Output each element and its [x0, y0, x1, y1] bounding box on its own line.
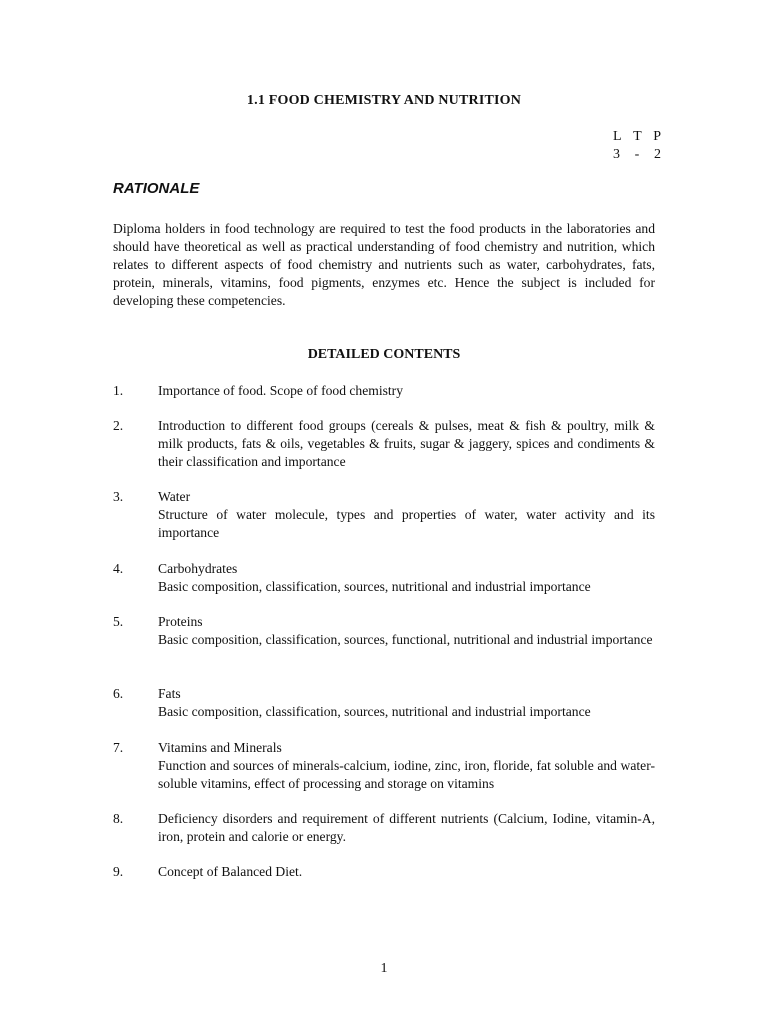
- item-detail: Structure of water molecule, types and properties of water, water activity and its importance: [158, 507, 655, 540]
- ltp-header-l: L: [613, 129, 622, 144]
- item-number: 4.: [113, 561, 124, 576]
- item-detail: Basic composition, classification, sources, nutritional and industrial importance: [158, 579, 591, 594]
- item-title: Carbohydrates: [158, 561, 238, 576]
- ltp-header-p: P: [653, 129, 661, 144]
- item-title: Proteins: [158, 614, 203, 629]
- item-detail: Basic composition, classification, sources, nutritional and industrial importance: [158, 704, 591, 719]
- item-title: Vitamins and Minerals: [158, 740, 282, 755]
- item-body: [158, 488, 655, 542]
- item-detail: Basic composition, classification, sources, functional, nutritional and industrial importance: [158, 632, 653, 647]
- item-body: [158, 685, 655, 721]
- item-body: [158, 810, 655, 846]
- content-item-7: [113, 739, 655, 793]
- content-item-3: [113, 488, 655, 542]
- item-title: Deficiency disorders and requirement of different nutrients (Calcium, Iodine, vitamin-A, iron, protein and calorie or energy.: [158, 811, 655, 844]
- content-item-9: [113, 863, 655, 881]
- rationale-heading: RATIONALE: [113, 180, 200, 197]
- ltp-value-p: 2: [653, 147, 661, 162]
- item-number: 2.: [113, 418, 124, 433]
- item-number: 5.: [113, 614, 124, 629]
- content-item-6: [113, 685, 655, 721]
- item-title: Water: [158, 489, 191, 504]
- ltp-table: [613, 128, 661, 164]
- ltp-header-t: T: [633, 129, 642, 144]
- page-title: 1.1 FOOD CHEMISTRY AND NUTRITION: [246, 93, 522, 108]
- item-number: 3.: [113, 489, 124, 504]
- item-number: 6.: [113, 686, 124, 701]
- item-body: [158, 382, 655, 400]
- item-body: [158, 560, 655, 596]
- item-title: Fats: [158, 686, 181, 701]
- item-number: 9.: [113, 864, 124, 879]
- item-body: [158, 613, 655, 649]
- detailed-contents-heading: DETAILED CONTENTS: [307, 347, 461, 362]
- ltp-value-t: -: [634, 147, 640, 162]
- item-body: [158, 417, 655, 471]
- content-item-1: [113, 382, 655, 400]
- item-title: Concept of Balanced Diet.: [158, 864, 303, 879]
- item-title: Importance of food. Scope of food chemistry: [158, 383, 403, 398]
- ltp-values-row: [613, 146, 661, 164]
- content-item-2: [113, 417, 655, 471]
- ltp-value-l: 3: [613, 147, 620, 162]
- item-number: 1.: [113, 383, 124, 398]
- item-detail: Function and sources of minerals-calcium, iodine, zinc, iron, floride, fat soluble and water-soluble vitamins, effect of processing and storage on vitamins: [158, 758, 655, 791]
- content-item-5: [113, 613, 655, 649]
- content-item-4: [113, 560, 655, 596]
- content-item-8: [113, 810, 655, 846]
- ltp-header-row: [613, 128, 661, 146]
- item-body: [158, 739, 655, 793]
- item-body: [158, 863, 655, 881]
- page-number: 1: [380, 961, 388, 976]
- rationale-paragraph: Diploma holders in food technology are required to test the food products in the laboratories and should have theoretical as well as practical understanding of food chemistry and nutrition, which relates to different aspects of food chemistry and nutrients such as water, carbohydrates, fats, protein, minerals, vitamins, food pigments, enzymes etc. Hence the subject is included for developing these competencies.: [113, 221, 655, 308]
- item-title: Introduction to different food groups (cereals & pulses, meat & fish & poultry, milk & milk products, fats & oils, vegetables & fruits, sugar & jaggery, spices and condiments & their classification and importance: [158, 418, 655, 469]
- item-number: 7.: [113, 740, 124, 755]
- item-number: 8.: [113, 811, 124, 826]
